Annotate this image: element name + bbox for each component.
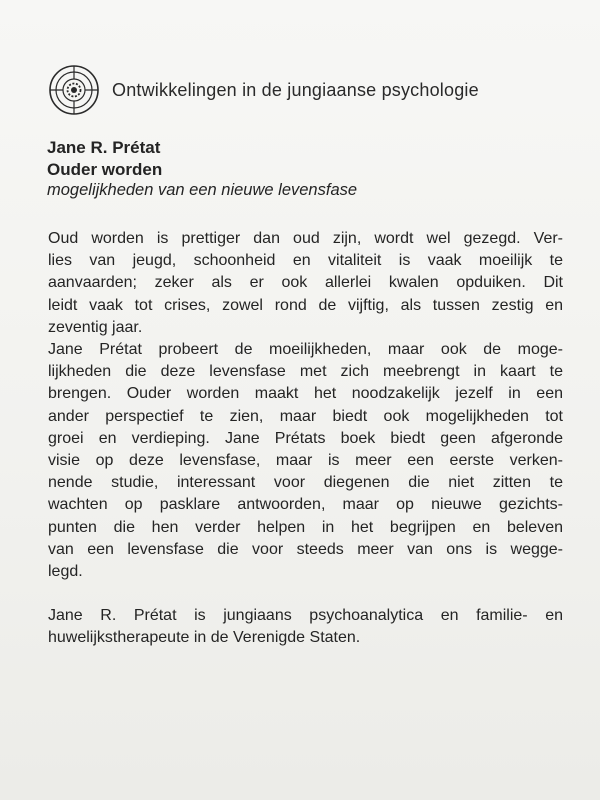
text-line: zeventig jaar. — [48, 318, 143, 336]
text-line: huwelijkstherapeute in de Verenigde Staten. — [48, 629, 361, 647]
text-line: leidt vaak tot crises, zowel rond de vijftig, als tussen zestig en — [48, 296, 563, 314]
text-line: brengen. Ouder worden maakt het noodzakelijk jezelf in een — [48, 385, 563, 403]
text-line: visie op deze levensfase, maar is meer een eerste verken- — [48, 452, 563, 470]
series-title: Ontwikkelingen in de jungiaanse psychologie — [112, 79, 479, 100]
series-header — [48, 64, 479, 116]
book-author: Jane R. Prétat — [47, 138, 161, 157]
text-line: legd. — [48, 563, 83, 581]
book-title: Ouder worden — [47, 160, 163, 179]
text-line: lies van jeugd, schoonheid en vitaliteit is vaak moeilijk te — [48, 252, 563, 270]
text-line: punten die hen verder helpen in het begrijpen en beleven — [48, 518, 563, 536]
author-bio — [48, 605, 563, 649]
text-line: van een levensfase die voor steeds meer van ons is wegge- — [48, 540, 563, 558]
text-line: ander perspectief te zien, maar biedt ook mogelijkheden tot — [48, 407, 563, 425]
text-line: Jane R. Prétat is jungiaans psychoanalytica en familie- en — [48, 607, 563, 625]
text-line: Jane Prétat probeert de moeilijkheden, maar ook de moge- — [48, 341, 563, 359]
text-line: aanvaarden; zeker als er ook allerlei kwalen opduiken. Dit — [48, 274, 563, 292]
paragraph-spacer — [48, 583, 563, 605]
book-subtitle: mogelijkheden van een nieuwe levensfase — [47, 181, 358, 199]
text-line: Oud worden is prettiger dan oud zijn, wordt wel gezegd. Ver- — [48, 230, 563, 247]
blurb-paragraph-1 — [48, 228, 563, 339]
circular-emblem-icon — [48, 64, 100, 116]
blurb-text — [48, 228, 563, 650]
text-line: lijkheden die deze levensfase met zich meebrengt in kaart te — [48, 363, 563, 381]
text-line: nende studie, interessant voor diegenen die niet zitten te — [48, 474, 563, 492]
text-line: groei en verdieping. Jane Prétats boek biedt geen afgeronde — [48, 429, 563, 447]
blurb-paragraph-2 — [48, 339, 563, 583]
text-line: wachten op pasklare antwoorden, maar op nieuwe gezichts- — [48, 496, 563, 514]
